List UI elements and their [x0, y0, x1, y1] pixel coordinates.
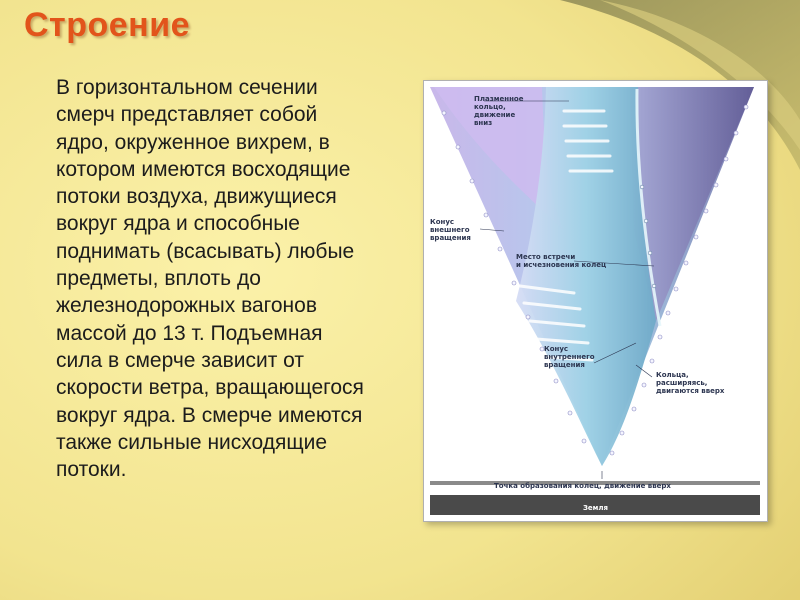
label-outer-cone: Конус внешнего вращения — [430, 218, 471, 242]
tornado-diagram — [423, 80, 768, 522]
label-inner-cone: Конус внутреннего вращения — [544, 345, 595, 369]
label-plasma-ring: Плазменное кольцо, движение вниз — [474, 95, 524, 127]
label-rings: Кольца, расширяясь, двигаются вверх — [656, 371, 725, 395]
tornado-illustration — [424, 81, 767, 521]
label-ground: Земля — [582, 504, 609, 512]
slide-title: Строение — [24, 6, 190, 44]
label-formation-point: Точка образования колец, движение вверх — [494, 482, 671, 490]
body-paragraph: В горизонтальном сечении смерч представляет собой ядро, окруженное вихрем, в котором имеются восходящие потоки воздуха, движущиеся вокруг ядра и способные поднимать (всасывать) любые предметы, вплоть до железнодорожных вагонов массой до 13 т. Подъемная сила в смерче зависит от скорости ветра, вращающегося вокруг ядра. В смерче имеются также сильные нисходящие потоки. — [56, 76, 364, 482]
label-meeting-point: Место встречи и исчезновения колец — [516, 253, 607, 269]
